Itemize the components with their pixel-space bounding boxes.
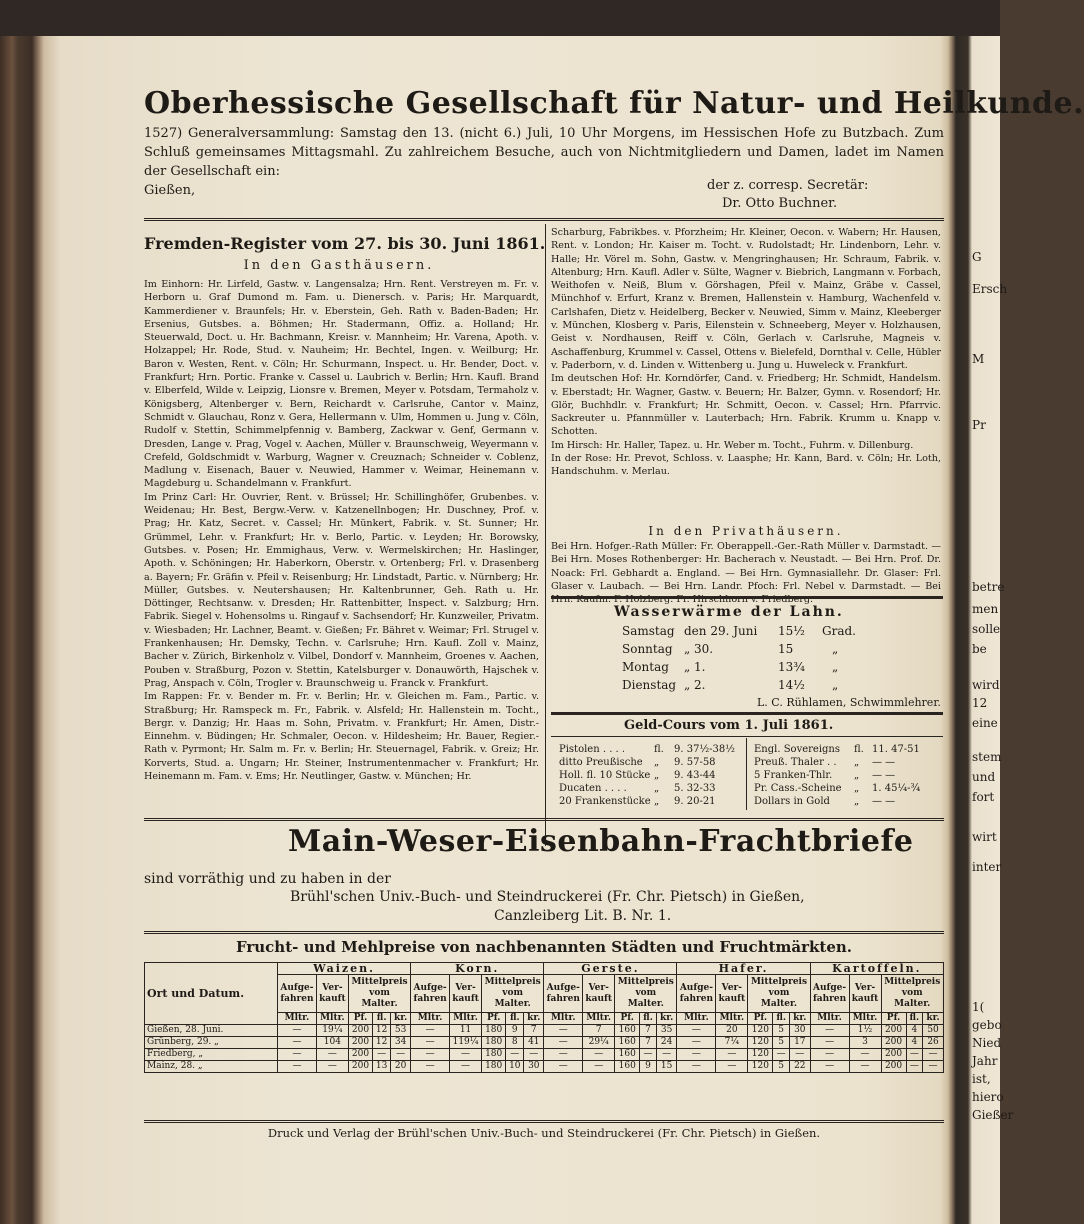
grain-value-cell: 7: [583, 1025, 615, 1037]
grain-value-cell: —: [810, 1049, 849, 1061]
grain-value-cell: —: [450, 1049, 482, 1061]
notice-signature: Dr. Otto Buchner.: [722, 196, 838, 211]
coin-rate: 9. 20-21: [674, 796, 716, 807]
sub-header: Aufge-fahren: [278, 975, 317, 1013]
grain-value-cell: —: [544, 1025, 583, 1037]
grain-value-cell: 7: [640, 1025, 657, 1037]
grain-value-cell: —: [906, 1049, 923, 1061]
grain-value-cell: 5: [773, 1025, 790, 1037]
edge-fragment: Jahr: [972, 1054, 998, 1068]
grain-value-cell: 26: [923, 1037, 944, 1049]
grain-place: Friedberg,: [147, 1049, 196, 1059]
unit-header: Pf.: [482, 1013, 506, 1025]
grain-value-cell: 160: [615, 1037, 640, 1049]
unit-header: Mltr.: [411, 1013, 450, 1025]
scanner-top-edge: [0, 0, 1000, 36]
edge-fragment: be: [972, 642, 987, 656]
coin-rate: 1. 45¼-¾: [872, 783, 921, 794]
water-value: 14½: [778, 678, 805, 692]
unit-header: fl.: [773, 1013, 790, 1025]
grain-value-cell: 120: [748, 1037, 773, 1049]
edge-fragment: 12: [972, 696, 988, 710]
sub-header: Ver-kauft: [316, 975, 348, 1013]
grain-value-cell: 13: [373, 1061, 391, 1073]
coin-name: ditto Preußische: [559, 757, 643, 768]
grain-place: Grünberg,: [147, 1037, 195, 1047]
edge-fragment: Nied: [972, 1036, 1002, 1050]
edge-fragment: 1(: [972, 1000, 985, 1014]
unit-header: Mltr.: [316, 1013, 348, 1025]
unit-header: Mltr.: [544, 1013, 583, 1025]
grain-value-cell: 50: [923, 1025, 944, 1037]
grain-value-cell: —: [506, 1049, 524, 1061]
grain-value-cell: 200: [881, 1049, 906, 1061]
register-column-2: [551, 226, 941, 520]
grain-value-cell: 120: [748, 1061, 773, 1073]
grain-value-cell: 200: [348, 1025, 372, 1037]
register-hirsch: Im Hirsch: Hr. Haller, Tapez. u. Hr. Weber m. Tocht., Fuhrm. v. Dillenburg.: [551, 439, 914, 451]
grain-value-cell: —: [640, 1049, 657, 1061]
grain-value-cell: 200: [348, 1049, 372, 1061]
grain-row: [145, 1025, 944, 1037]
edge-fragment: ist,: [972, 1072, 991, 1086]
unit-header: Pf.: [748, 1013, 773, 1025]
grain-value-cell: 41: [524, 1037, 544, 1049]
unit-header: kr.: [391, 1013, 411, 1025]
grain-value-cell: —: [849, 1061, 881, 1073]
grain-value-cell: 200: [881, 1061, 906, 1073]
unit-header: kr.: [923, 1013, 944, 1025]
grain-value-cell: —: [524, 1049, 544, 1061]
grain-value-cell: —: [923, 1049, 944, 1061]
grain-place-cell: [145, 1037, 278, 1049]
grain-value-cell: 29¼: [583, 1037, 615, 1049]
grain-value-cell: 5: [773, 1037, 790, 1049]
grain-value-cell: —: [583, 1061, 615, 1073]
grain-value-cell: 19¼: [316, 1025, 348, 1037]
coin-name: Pistolen . . . .: [559, 744, 626, 755]
grain-value-cell: 200: [881, 1025, 906, 1037]
edge-fragment: stem: [972, 750, 1002, 764]
grain-value-cell: —: [677, 1025, 716, 1037]
group-header: Gerste.: [544, 963, 677, 975]
sub-header: Mittelpreis vom Malter.: [881, 975, 943, 1013]
grain-value-cell: —: [450, 1061, 482, 1073]
grain-date: 29. „: [196, 1037, 219, 1047]
unit-header: Pf.: [881, 1013, 906, 1025]
grain-value-cell: 3: [849, 1037, 881, 1049]
coin-name: Dollars in Gold: [754, 796, 830, 807]
unit-header: Mltr.: [450, 1013, 482, 1025]
group-header: Waizen.: [278, 963, 411, 975]
grain-value-cell: —: [677, 1061, 716, 1073]
coin-currency: fl.: [654, 744, 664, 755]
register-rappen: Im Rappen: Fr. v. Bender m. Fr. v. Berlin; Hr. v. Gleichen m. Fam., Partic. v. Straßburg; Hr. Ramspeck m. Fr., Fabrik. v. Alsfeld; Hr. Hallenstein m. Tocht., Bergr. v. Danzig; Hr. Haas m. Sohn, Privatm. v. Frankfurt; Hr. Amen, Distr.-Einnehm. v. Büdingen; Hr. Schmaler, Oecon. v. Hildesheim; Hr. Bauer, Regier.-Rath v. Pyrmont; Hr. Salm m. Fr. v. Berlin; Hr. Steuernagel, Fabrik. v. Greiz; Hr. Korverts, Stud. a. Ungarn; Hr. Steiner, Instrumentenmacher v. Frankfurt; Hr. Heinemann m. Fam. v. Ems; Hr. Neutlinger, Gastw. v. München; Hr.: [144, 691, 539, 782]
unit-header: kr.: [789, 1013, 810, 1025]
sub-header: Aufge-fahren: [810, 975, 849, 1013]
unit-header: fl.: [640, 1013, 657, 1025]
grain-value-cell: —: [810, 1025, 849, 1037]
edge-fragment: G: [972, 250, 982, 264]
coin-currency: „: [654, 757, 660, 768]
edge-fragment: hiero: [972, 1090, 1004, 1104]
edge-fragment: men: [972, 602, 999, 616]
edge-fragment: Gießer: [972, 1108, 1014, 1122]
imprint-footer: Druck und Verlag der Brühl'schen Univ.-Buch- und Steindruckerei (Fr. Chr. Pietsch) in Gießen.: [267, 1126, 821, 1140]
coin-currency: „: [854, 757, 860, 768]
sub-header: Aufge-fahren: [544, 975, 583, 1013]
water-day: Samstag: [622, 624, 675, 638]
grain-value-cell: 8: [506, 1037, 524, 1049]
register-column-1: [144, 278, 539, 838]
unit-header: Mltr.: [677, 1013, 716, 1025]
unit-header: Mltr.: [810, 1013, 849, 1025]
coin-rate: — —: [872, 757, 896, 768]
rail-line-3: Canzleiberg Lit. B. Nr. 1.: [494, 908, 672, 924]
notice-place: Gießen,: [144, 183, 196, 198]
grain-row: [145, 1037, 944, 1049]
grain-value-cell: —: [906, 1061, 923, 1073]
coin-name: Holl. fl. 10 Stücke: [559, 770, 651, 781]
grain-value-cell: —: [923, 1061, 944, 1073]
grain-value-cell: —: [411, 1025, 450, 1037]
unit-header: Mltr.: [849, 1013, 881, 1025]
unit-header: Pf.: [615, 1013, 640, 1025]
private-text: Bei Hrn. Hofger.-Rath Müller: Fr. Oberappell.-Ger.-Rath Müller v. Darmstadt. — Bei Hrn. Moses Rothenberger: Hr. Bacherach v. Neustadt. — Bei Hrn. Prof. Dr. Noack: Frl. Gebhardt a. England. — Bei Hrn. Gymnasiallehr. Dr. Glaser: Frl. Glaser v. Laubach. — Bei Hrn. Landr. Pfoch: Frl. Nebel v. Darmstadt. — Bei Hrn. Kaufm. F. Holzberg: Fr. Hirschhorn v. Friedberg.: [551, 541, 941, 606]
society-title: Oberhessische Gesellschaft für Natur- und Heilkunde.: [144, 86, 1084, 121]
grain-place-cell: [145, 1061, 278, 1073]
unit-header: fl.: [906, 1013, 923, 1025]
grain-value-cell: —: [810, 1037, 849, 1049]
sub-header: Ver-kauft: [583, 975, 615, 1013]
coin-rate: — —: [872, 770, 896, 781]
coin-currency: „: [654, 796, 660, 807]
grain-value-cell: —: [789, 1049, 810, 1061]
water-day: Montag: [622, 660, 669, 674]
water-unit: Grad.: [822, 624, 856, 638]
grain-value-cell: 104: [316, 1037, 348, 1049]
edge-fragment: M: [972, 352, 985, 366]
grain-value-cell: 120: [748, 1049, 773, 1061]
edge-fragment: Pr: [972, 418, 986, 432]
coin-name: Pr. Cass.-Scheine: [754, 783, 842, 794]
water-unit: „: [832, 660, 839, 674]
grain-value-cell: —: [316, 1061, 348, 1073]
grain-value-cell: —: [544, 1049, 583, 1061]
grain-value-cell: 22: [789, 1061, 810, 1073]
grain-value-cell: 9: [640, 1061, 657, 1073]
edge-fragment: wird: [972, 678, 1000, 692]
coin-name: 20 Frankenstücke: [559, 796, 651, 807]
register-title: Fremden-Register vom 27. bis 30. Juni 1861.: [144, 234, 546, 253]
unit-header: fl.: [506, 1013, 524, 1025]
coin-rate: — —: [872, 796, 896, 807]
group-header: Kartoffeln.: [810, 963, 943, 975]
coin-currency: fl.: [854, 744, 864, 755]
grain-value-cell: 34: [391, 1037, 411, 1049]
grain-value-cell: 160: [615, 1025, 640, 1037]
coin-currency: „: [854, 770, 860, 781]
grain-value-cell: —: [411, 1037, 450, 1049]
divider: [144, 818, 944, 821]
rail-title: Main-Weser-Eisenbahn-Frachtbriefe: [288, 824, 914, 859]
grain-value-cell: 12: [373, 1037, 391, 1049]
grain-value-cell: —: [391, 1049, 411, 1061]
sub-header: Aufge-fahren: [411, 975, 450, 1013]
sub-header: Ver-kauft: [849, 975, 881, 1013]
coin-name: 5 Franken-Thlr.: [754, 770, 833, 781]
grain-value-cell: 180: [482, 1061, 506, 1073]
coin-currency: „: [854, 783, 860, 794]
water-unit: „: [832, 678, 839, 692]
grain-value-cell: 5: [773, 1061, 790, 1073]
grain-value-cell: —: [656, 1049, 677, 1061]
sub-header: Mittelpreis vom Malter.: [348, 975, 410, 1013]
grain-value-cell: 119¼: [450, 1037, 482, 1049]
unit-header: Mltr.: [583, 1013, 615, 1025]
grain-title: Frucht- und Mehlpreise von nachbenannten Städten und Fruchtmärkten.: [235, 938, 853, 956]
water-value: 15½: [778, 624, 805, 638]
divider: [144, 931, 944, 934]
sub-header: Mittelpreis vom Malter.: [482, 975, 544, 1013]
water-day: Sonntag: [622, 642, 673, 656]
grain-value-cell: 4: [906, 1037, 923, 1049]
unit-header: kr.: [656, 1013, 677, 1025]
coin-name: Engl. Sovereigns: [754, 744, 841, 755]
water-day: Dienstag: [622, 678, 677, 692]
grain-value-cell: —: [411, 1049, 450, 1061]
grain-place-cell: [145, 1049, 278, 1061]
water-signature: L. C. Rühlamen, Schwimmlehrer.: [757, 696, 941, 709]
sub-header: Ver-kauft: [716, 975, 748, 1013]
register-continued: Scharburg, Fabrikbes. v. Pforzheim; Hr. Kleiner, Oecon. v. Wabern; Hr. Hausen, Rent. v. London; Hr. Kaiser m. Tocht. v. Rudolstadt; Hr. Lindenborn, Lehr. v. Halle; Hr. Vörel m. Sohn, Gastw. v. Mengringhausen; Hr. Schraum, Fabrik. v. Altenburg; Hrn. Kaufl. Adler v. Sülte, Wagner v. Biebrich, Langmann v. Forbach, Weithofen v. Neiß, Blum v. Görshagen, Pfeil v. Mainz, Gräbe v. Cassel, Münchhof v. Erfurt, Kranz v. Bremen, Hallenstein v. Hamburg, Wachenfeld v. Carlshafen, Dietz v. Heidelberg, Becker v. Neuwied, Simm v. Mainz, Kleeberger v. München, Klosberg v. Paris, Eilenstein v. Schneeberg, Meyer v. Holzhausen, Geist v. Nordhausen, Reiff v. Cöln, Gerlach v. Carlsruhe, Magneis v. Aschaffenburg, Krummel v. Cassel, Ottens v. Bielefeld, Dornthal v. Celle, Hübler v. Paderborn, v. d. Linden v. Wittenberg u. Jung u. Huweleck v. Frankfurt.: [551, 227, 941, 371]
divider: [551, 596, 943, 599]
grain-value-cell: 20: [391, 1061, 411, 1073]
water-unit: „: [832, 642, 839, 656]
divider: [551, 736, 943, 737]
coin-rate: 9. 57-58: [674, 757, 716, 768]
unit-header: Mltr.: [278, 1013, 317, 1025]
unit-header: kr.: [524, 1013, 544, 1025]
grain-value-cell: —: [773, 1049, 790, 1061]
grain-value-cell: —: [583, 1049, 615, 1061]
grain-value-cell: 30: [789, 1025, 810, 1037]
divider: [551, 712, 943, 715]
grain-value-cell: —: [677, 1037, 716, 1049]
edge-fragment: gebo: [972, 1018, 1002, 1032]
sub-header: Mittelpreis vom Malter.: [615, 975, 677, 1013]
grain-value-cell: —: [810, 1061, 849, 1073]
grain-value-cell: —: [411, 1061, 450, 1073]
group-header: Korn.: [411, 963, 544, 975]
grain-value-cell: 160: [615, 1061, 640, 1073]
edge-fragment: Ersch: [972, 282, 1008, 296]
grain-value-cell: 35: [656, 1025, 677, 1037]
grain-value-cell: —: [278, 1025, 317, 1037]
grain-value-cell: —: [316, 1049, 348, 1061]
coin-rate: 11. 47-51: [872, 744, 920, 755]
grain-value-cell: 120: [748, 1025, 773, 1037]
grain-value-cell: —: [373, 1049, 391, 1061]
unit-header: Pf.: [348, 1013, 372, 1025]
grain-row: [145, 1061, 944, 1073]
grain-place-cell: [145, 1025, 278, 1037]
grain-value-cell: 200: [881, 1037, 906, 1049]
unit-header: fl.: [373, 1013, 391, 1025]
rail-line-1: sind vorräthig und zu haben in der: [144, 871, 391, 887]
edge-fragment: und: [972, 770, 996, 784]
coin-currency: „: [854, 796, 860, 807]
coin-currency: „: [654, 770, 660, 781]
edge-fragment: wirt: [972, 830, 997, 844]
register-deutscher-hof: Im deutschen Hof: Hr. Korndörfer, Cand. v. Friedberg; Hr. Schmidt, Handelsm. v. Eberstadt; Hr. Wagner, Gastw. v. Beuern; Hr. Balzer, Gymn. v. Rosendorf; Hr. Glör, Buchhdlr. v. Frankfurt; Hr. Schmitt, Oecon. v. Cassel; Hrn. Pfarrvic. Sackreuter u. Pfannmüller v. Lauterbach; Hrn. Fabrik. Krumm u. Knapp v. Schotten.: [551, 373, 941, 438]
grain-value-cell: —: [544, 1037, 583, 1049]
grain-value-cell: 53: [391, 1025, 411, 1037]
grain-value-cell: 200: [348, 1061, 372, 1073]
edge-fragment: betre: [972, 580, 1005, 594]
grain-date: „: [198, 1049, 204, 1059]
group-header: Hafer.: [677, 963, 810, 975]
edge-fragment: fort: [972, 790, 995, 804]
grain-value-cell: 10: [506, 1061, 524, 1073]
grain-value-cell: 20: [716, 1025, 748, 1037]
sub-header: Mittelpreis vom Malter.: [748, 975, 810, 1013]
sub-header: Ver-kauft: [450, 975, 482, 1013]
grain-value-cell: 1½: [849, 1025, 881, 1037]
grain-value-cell: 12: [373, 1025, 391, 1037]
grain-value-cell: 7¼: [716, 1037, 748, 1049]
unit-header: Mltr.: [716, 1013, 748, 1025]
coin-name: Ducaten . . . .: [559, 783, 627, 794]
grain-value-cell: 200: [348, 1037, 372, 1049]
edge-fragment: inter: [972, 860, 1002, 874]
coin-rate: 9. 43-44: [674, 770, 716, 781]
grain-value-cell: 24: [656, 1037, 677, 1049]
grain-value-cell: 180: [482, 1049, 506, 1061]
water-title: Wasserwärme der Lahn.: [614, 604, 844, 620]
grain-place: Mainz,: [147, 1061, 178, 1071]
grain-row: [145, 1049, 944, 1061]
edge-fragment: eine: [972, 716, 998, 730]
grain-value-cell: 30: [524, 1061, 544, 1073]
grain-value-cell: 180: [482, 1037, 506, 1049]
grain-price-table: [144, 962, 944, 1073]
grain-value-cell: —: [278, 1037, 317, 1049]
water-date: „ 30.: [684, 642, 714, 656]
grain-value-cell: —: [716, 1061, 748, 1073]
edge-fragment: solle: [972, 622, 1001, 636]
notice-role: der z. corresp. Secretär:: [707, 178, 869, 193]
coin-rate: 9. 37½-38½: [674, 744, 735, 755]
water-date: „ 1.: [684, 660, 706, 674]
grain-table-body: [145, 1025, 944, 1073]
grain-value-cell: 9: [506, 1025, 524, 1037]
water-date: „ 2.: [684, 678, 706, 692]
coin-currency: „: [654, 783, 660, 794]
water-value: 13¾: [778, 660, 805, 674]
rail-line-2: Brühl'schen Univ.-Buch- und Steindruckerei (Fr. Chr. Pietsch) in Gießen,: [290, 889, 805, 905]
grain-date: 28. „: [180, 1061, 203, 1071]
register-einhorn: Im Einhorn: Hr. Lirfeld, Gastw. v. Langensalza; Hrn. Rent. Verstreyen m. Fr. v. Herborn u. Graf Dumond m. Fam. u. Dienersch. v. Paris; Hr. Marquardt, Kammerdiener v. Braunfels; Hr. v. Eberstein, Geh. Rath v. Baden-Baden; Hr. Ersenius, Gutsbes. a. Böhmen; Hr. Stadermann, Offiz. a. Holland; Hr. Steuerwald, Doct. u. Hr. Bachmann, Kreisr. v. Mannheim; Hr. Varena, Apoth. v. Holzappel; Hr. Rode, Stud. v. Nauheim; Hr. Bechtel, Ingen. v. Weilburg; Hr. Baron v. Westen, Rent. v. Cöln; Hr. Schurmann, Inspect. u. Hr. Bender, Doct. v. Frankfurt; Hrn. Portic. Franke v. Cassel u. Laubrich v. Berlin; Hrn. Kaufl. Brand v. Elberfeld, Wilde v. Leipzig, Lionsre v. Bremen, Meyer v. Potsdam, Termaholz v. Königsberg, Altenberger v. Bern, Reichardt v. Carlsruhe, Cantor v. Mainz, Schmidt v. Glauchau, Ronz v. Gera, Hellermann v. Ulm, Hommen u. Jung v. Cöln, Rudolf v. Stettin, Schimmelpfennig v. Bamberg, Zackwar v. Genf, Germann v. Dresden, Lange v. Prag, Vogel v. Aachen, Müller v. Braunschweig, Weyermann v. Crefeld, Goldschmidt v. Warburg, Wagner v. Creuznach; Schneider v. Coblenz, Madlung v. Eisenach, Bauer v. Neuwied, Hammer v. Weimar, Heinemann v. Magdeburg u. Schandelmann v. Frankfurt.: [144, 279, 539, 490]
grain-value-cell: —: [278, 1049, 317, 1061]
water-date: den 29. Juni: [684, 624, 758, 638]
private-title: In den Privathäusern.: [648, 524, 844, 538]
sub-header: Aufge-fahren: [677, 975, 716, 1013]
water-value: 15: [778, 642, 794, 656]
grain-value-cell: 4: [906, 1025, 923, 1037]
divider: [144, 1120, 944, 1123]
grain-value-cell: 7: [640, 1037, 657, 1049]
grain-value-cell: 11: [450, 1025, 482, 1037]
coin-name: Preuß. Thaler . .: [754, 757, 837, 768]
register-rose: In der Rose: Hr. Prevot, Schloss. v. Laasphe; Hr. Kann, Bard. v. Cöln; Hr. Loth, Handschuhm. v. Merlau.: [551, 453, 941, 478]
grain-place: Gießen,: [147, 1025, 183, 1035]
column-divider: [545, 224, 546, 846]
society-notice: 1527) Generalversammlung: Samstag den 13. (nicht 6.) Juli, 10 Uhr Morgens, im Hessischen Hofe zu Butzbach. Zum Schluß gemeinsames Mittagsmahl. Zu zahlreichem Besuche, auch von Nichtmitgliedern und Damen, ladet im Namen der Gesellschaft ein:: [144, 126, 944, 179]
grain-value-cell: 15: [656, 1061, 677, 1073]
grain-value-cell: —: [677, 1049, 716, 1061]
money-divider: [746, 738, 747, 810]
register-prinz-carl: Im Prinz Carl: Hr. Ouvrier, Rent. v. Brüssel; Hr. Schillinghöfer, Grubenbes. v. Weidenau; Hr. Best, Bergw.-Verw. v. Katzenellnbogen; Hr. Duschney, Prof. v. Prag; Hr. Katz, Secret. v. Cassel; Hr. Münkert, Fabrik. v. St. Sunner; Hr. Grümmel, Lehr. v. Frankfurt; Hr. v. Berlo, Partic. v. Leyden; Hr. Borowsky, Gutsbes. v. Posen; Hr. Emmighaus, Verw. v. Wermelskirchen; Hr. Haslinger, Apoth. v. Schöningen; Hr. Haberkorn, Oberstr. v. Ortenberg; Frl. v. Drasenberg a. Bayern; Fr. Gräfin v. Pfeil v. Reisenburg; Hr. Lindstadt, Partic. v. Nürnberg; Hr. Müller, Gutsbes. v. Neutershausen; Hr. Kaltenbrunner, Geh. Rath u. Hr. Döttinger, Rechtsanw. v. Dresden; Hr. Rattenbitter, Inspect. v. Salzburg; Hrn. Fabrik. Siegel v. Hohensolms u. Ringauf v. Sachsendorf; Hr. Kunzweiler, Privatm. v. Wiesbaden; Hr. Lachner, Beamt. v. Gießen; Fr. Bähret v. Weimar; Frl. Strugel v. Frankenhausen; Hr. Demsky, Techn. v. Carlsruhe; Hrn. Kaufl. Zoll v. Mainz, Bacher v. Zürich, Birkenholz v. Vilbel, Dondorf v. Mannheim, Groenes v. Aachen, Pouben v. Straßburg, Pozon v. Stettin, Katelsburger v. Donauwörth, Hajschek v. Prag, Anspach v. Cöln, Trogler v. Braunschweig u. Franck v. Frankfurt.: [144, 491, 540, 689]
place-header: Ort und Datum.: [145, 963, 278, 1025]
grain-value-cell: 160: [615, 1049, 640, 1061]
coin-rate: 5. 32-33: [674, 783, 716, 794]
grain-value-cell: —: [849, 1049, 881, 1061]
grain-value-cell: —: [278, 1061, 317, 1073]
grain-value-cell: —: [544, 1061, 583, 1073]
money-title: Geld-Cours vom 1. Juli 1861.: [624, 718, 834, 733]
grain-value-cell: —: [716, 1049, 748, 1061]
grain-value-cell: 7: [524, 1025, 544, 1037]
divider: [144, 218, 944, 221]
register-subtitle: In den Gasthäusern.: [243, 258, 435, 273]
grain-date: 28. Juni.: [185, 1025, 224, 1035]
grain-value-cell: 17: [789, 1037, 810, 1049]
grain-value-cell: 180: [482, 1025, 506, 1037]
